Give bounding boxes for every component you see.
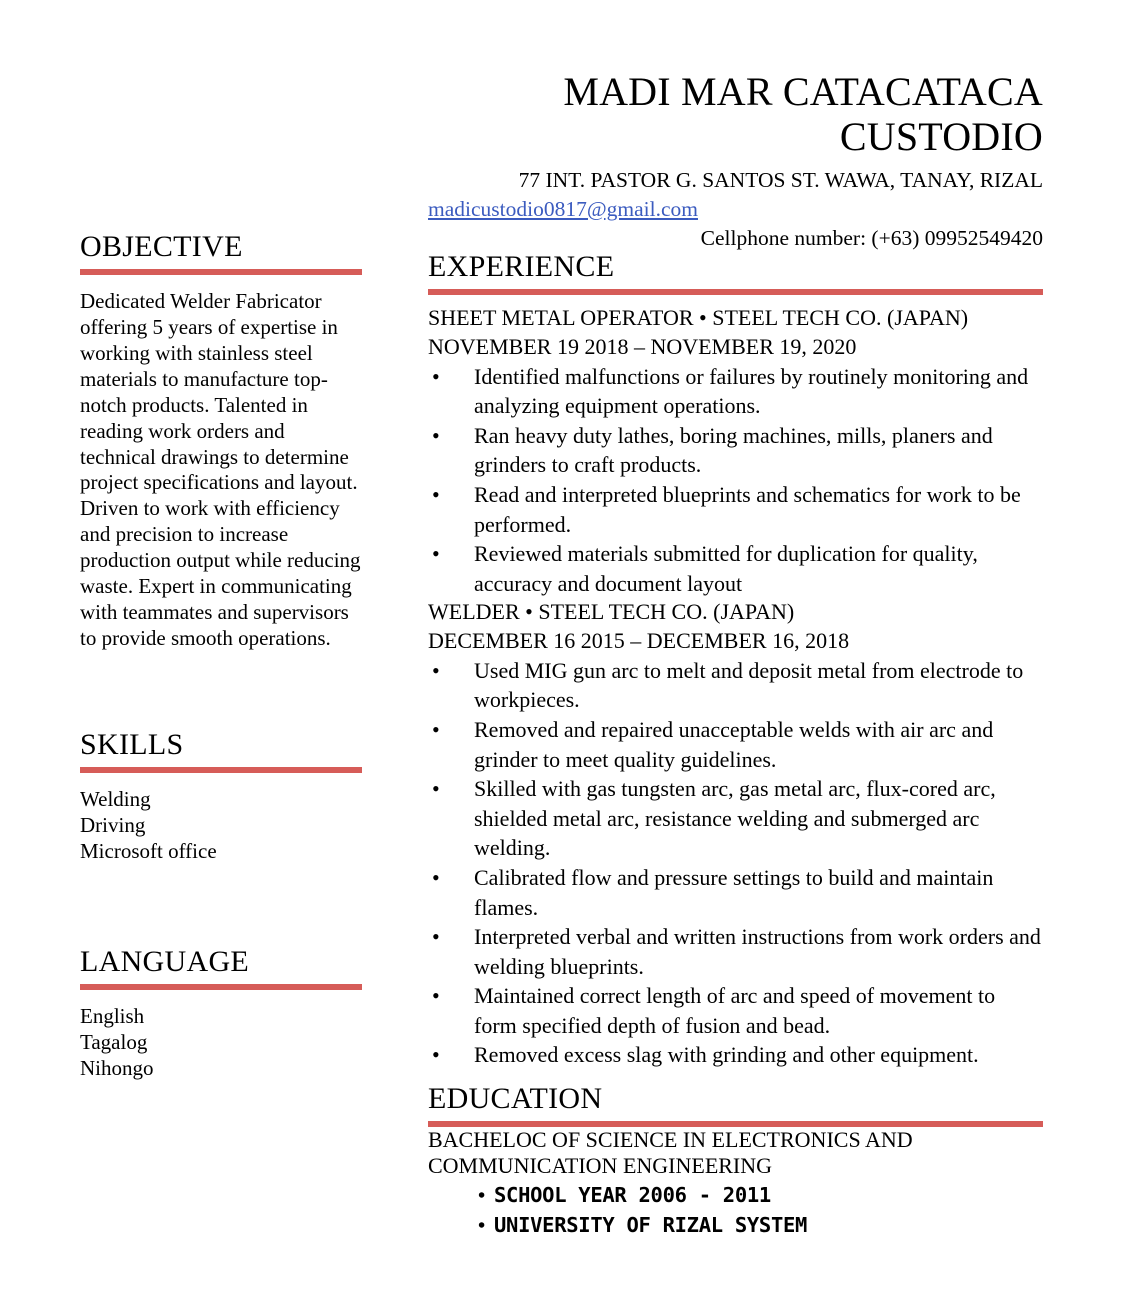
skills-section <box>80 727 362 865</box>
degree-line-1: BACHELOC OF SCIENCE IN ELECTRONICS AND <box>428 1126 913 1152</box>
list-item <box>428 480 1043 539</box>
objective-section <box>80 232 362 652</box>
job-dates: NOVEMBER 19 2018 – NOVEMBER 19, 2020 <box>428 333 857 359</box>
list-item <box>428 1040 1043 1070</box>
skills-list <box>80 787 362 865</box>
bullet-icon: • <box>432 776 440 802</box>
bullet-icon: • <box>432 363 440 389</box>
bullet-icon: • <box>432 481 440 507</box>
resume-header <box>428 70 1043 253</box>
experience-divider <box>428 289 1043 295</box>
left-column <box>80 232 362 1081</box>
list-item: Driving <box>80 812 146 837</box>
bullet-text: Read and interpreted blueprints and schematics for work to be performed. <box>474 481 1021 537</box>
bullet-text: Reviewed materials submitted for duplication for quality, accuracy and document layout <box>474 541 978 596</box>
list-item <box>428 863 1043 922</box>
language-divider <box>80 984 362 990</box>
list-item: Tagalog <box>80 1029 148 1054</box>
email-link[interactable]: madicustodio0817@gmail.com <box>428 196 698 221</box>
job-title: WELDER • STEEL TECH CO. (JAPAN) <box>428 599 795 625</box>
list-item <box>428 774 1043 863</box>
bullet-text: SCHOOL YEAR 2006 - 2011 <box>494 1183 771 1208</box>
list-item <box>428 922 1043 981</box>
experience-section <box>428 252 1043 1070</box>
job-dates: DECEMBER 16 2015 – DECEMBER 16, 2018 <box>428 628 850 654</box>
bullet-icon: • <box>478 1185 485 1208</box>
language-list <box>80 1004 362 1082</box>
bullet-icon: • <box>478 1215 485 1238</box>
degree-line-2: COMMUNICATION ENGINEERING <box>428 1153 773 1179</box>
bullet-icon: • <box>432 924 440 950</box>
job-title: SHEET METAL OPERATOR • STEEL TECH CO. (JAPAN) <box>428 305 969 330</box>
email-row <box>428 195 1043 224</box>
education-section <box>428 1081 1043 1242</box>
job-bullet-list <box>428 656 1043 1070</box>
phone-text: Cellphone number: (+63) 09952549420 <box>700 225 1043 250</box>
bullet-text: Ran heavy duty lathes, boring machines, mills, planers and grinders to craft products. <box>474 422 993 478</box>
list-item: English <box>80 1003 145 1028</box>
list-item: Microsoft office <box>80 838 217 863</box>
bullet-icon: • <box>432 983 440 1009</box>
education-heading: EDUCATION <box>428 1081 603 1115</box>
bullet-icon: • <box>432 541 440 567</box>
bullet-text: Skilled with gas tungsten arc, gas metal arc, flux-cored arc, shielded metal arc, resistance welding and submerged arc welding. <box>474 776 996 861</box>
candidate-name-line-1: MADI MAR CATACATACA <box>563 69 1043 114</box>
experience-job <box>428 304 1043 598</box>
list-item: Welding <box>80 786 151 811</box>
education-bullet-list <box>428 1181 1043 1241</box>
spacer-before-skills <box>80 652 362 730</box>
bullet-text: Interpreted verbal and written instructions from work orders and welding blueprints. <box>474 924 1041 979</box>
list-item: Nihongo <box>80 1055 154 1080</box>
job-bullet-list <box>428 362 1043 599</box>
list-item <box>428 539 1043 598</box>
objective-divider <box>80 269 362 275</box>
objective-body-text: Dedicated Welder Fabricator offering 5 years of expertise in working with stainless steel materials to manufacture top-notch products. Talented in reading work orders and technical drawings to determine project specifications and layout. Driven to work with efficiency and precision to increase production output while reducing waste. Expert in communicating with teammates and supervisors to provide smooth operations. <box>80 289 361 650</box>
list-item <box>428 1181 1043 1211</box>
bullet-text: UNIVERSITY OF RIZAL SYSTEM <box>494 1213 808 1238</box>
bullet-icon: • <box>432 422 440 448</box>
experience-job <box>428 598 1043 1070</box>
list-item <box>428 715 1043 774</box>
bullet-text: Removed excess slag with grinding and other equipment. <box>474 1042 979 1068</box>
list-item <box>428 362 1043 421</box>
bullet-text: Maintained correct length of arc and speed of movement to form specified depth of fusion and bead. <box>474 983 996 1038</box>
list-item <box>428 981 1043 1040</box>
language-heading: LANGUAGE <box>80 944 250 978</box>
bullet-icon: • <box>432 657 440 683</box>
bullet-text: Calibrated flow and pressure settings to build and maintain flames. <box>474 864 994 920</box>
bullet-text: Identified malfunctions or failures by routinely monitoring and analyzing equipment operations. <box>474 363 1029 419</box>
candidate-name-line-2: CUSTODIO <box>839 113 1043 159</box>
list-item <box>428 421 1043 480</box>
list-item <box>428 656 1043 715</box>
skills-heading: SKILLS <box>80 727 184 761</box>
bullet-icon: • <box>432 717 440 743</box>
address-text: 77 INT. PASTOR G. SANTOS ST. WAWA, TANAY, RIZAL <box>518 167 1043 192</box>
right-column <box>428 252 1043 1242</box>
language-section <box>80 944 362 1082</box>
objective-heading: OBJECTIVE <box>80 230 243 263</box>
skills-divider <box>80 767 362 773</box>
bullet-icon: • <box>432 1042 440 1068</box>
bullet-text: Used MIG gun arc to melt and deposit metal from electrode to workpieces. <box>474 657 1024 713</box>
experience-heading: EXPERIENCE <box>428 250 615 283</box>
list-item <box>428 1211 1043 1241</box>
spacer-before-language <box>80 865 362 947</box>
bullet-text: Removed and repaired unacceptable welds with air arc and grinder to meet quality guidelines. <box>474 717 994 772</box>
bullet-icon: • <box>432 864 440 890</box>
